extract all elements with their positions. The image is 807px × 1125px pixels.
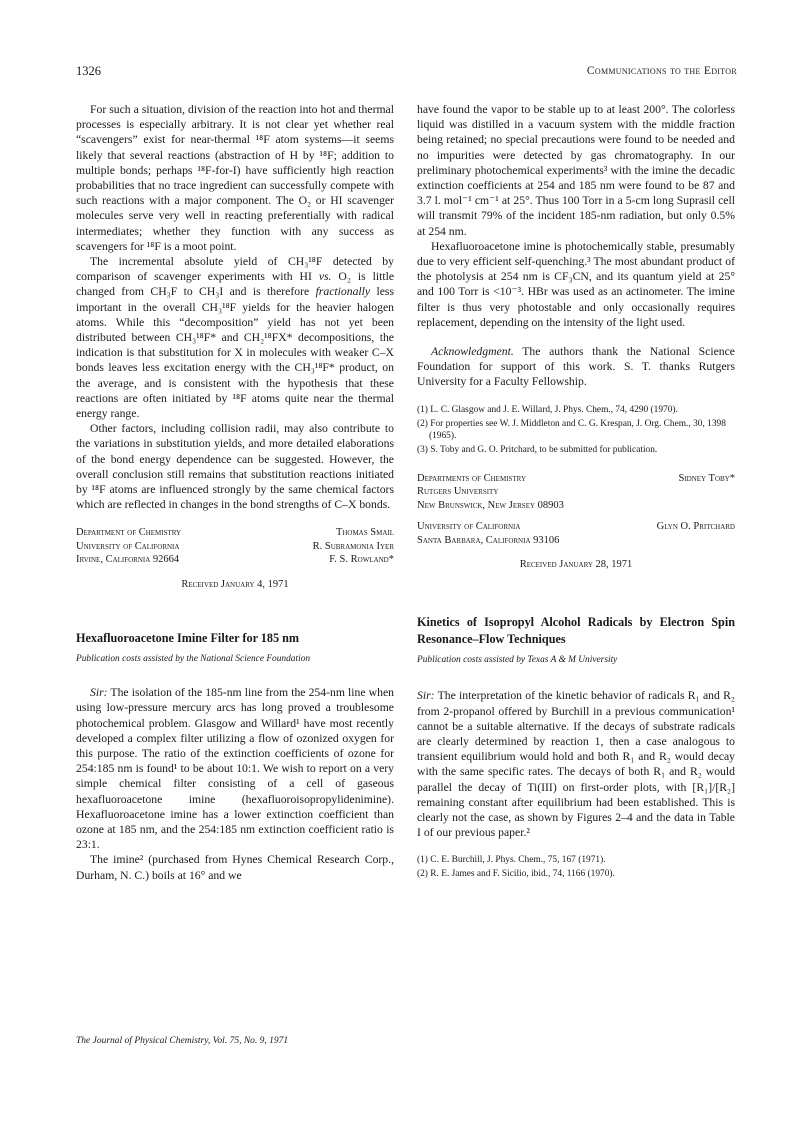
affiliation-line (417, 472, 735, 486)
affiliation: Santa Barbara, California 93106 (417, 534, 560, 546)
article-title: Kinetics of Isopropyl Alcohol Radicals by Electron Spin Resonance–Flow Techniques (417, 615, 735, 647)
author: Thomas Smail (335, 527, 394, 539)
reference: (3) S. Toby and G. O. Pritchard, to be submitted for publication. (417, 444, 658, 455)
affiliation: Departments of Chemistry (417, 472, 527, 484)
affiliation-line (76, 540, 394, 554)
references (417, 854, 735, 880)
affiliation-line (76, 526, 394, 540)
text: vs. (318, 270, 332, 284)
text: The interpretation of the kinetic behavior of radicals R₁ and R₂ from 2-propanol offered by Burchill in a previous communication¹ cannot be a suitable alternative. If the decays of substrate radicals are clearly determined by reaction 1, then a case analogous to transient equilibrium would hold and both R₁ and R₂ would decay with the same specific rates. The decays of both R₁ and R₂ would parallel the decay of Ti(III) on first-order plots, with [R₁]/[R₂] remaining constant after equilibrium had been established. This is clearly not the case, as shown by Figures 2–4 and the data in Table I of our previous paper.² (417, 689, 735, 840)
salutation: Sir: (90, 686, 108, 700)
author: F. S. Rowland* (329, 554, 394, 566)
reference: (2) R. E. James and F. Sicilio, ibid., 74, 1166 (1970). (417, 869, 615, 880)
article-title: Hexafluoroacetone Imine Filter for 185 nm (76, 631, 300, 646)
text: The authors thank the National Science Foundation for support of this work. S. T. thanks Rutgers University for a Faculty Fellowship. (417, 345, 735, 389)
author: Glyn O. Pritchard (656, 521, 735, 533)
paragraph: The imine² (purchased from Hynes Chemical Research Corp., Durham, N. C.) boils at 16° and we (76, 853, 394, 882)
text: fractionally (315, 285, 371, 299)
affiliation-block (76, 526, 394, 567)
publication-costs: Publication costs assisted by the National Science Foundation (76, 654, 311, 665)
affiliation-line (417, 520, 735, 534)
text: The incremental absolute yield of CH₃¹⁸F detected by comparison of scavenger experiments with HI (76, 255, 394, 284)
journal-footer: The Journal of Physical Chemistry, Vol. 75, No. 9, 1971 (76, 1036, 289, 1046)
affiliation-line (417, 485, 735, 499)
received-date: Received January 4, 1971 (181, 578, 289, 590)
paragraph: For such a situation, division of the reaction into hot and thermal processes is especially arbitrary. It is not clear yet whether real “scavengers” exist for near-thermal ¹⁸F atom systems—it seems likely that several reactions (abstraction of H by ¹⁸F; addition to multiple bonds; perhaps ¹⁸F-for-I) have sufficiently high reaction probabilities that no trace ingredient can successfully compete with such reactions with a major component. The O₂ or HI scavenger molecules serve very well in reacting preferentially with radical intermediates; whether they function with any success as scavengers for ¹⁸F is a moot point. (76, 103, 394, 253)
right-column (417, 102, 735, 882)
text: The isolation of the 185-nm line from the 254-nm line when using low-pressure mercury arcs has long proved a troublesome photochemical problem. Glasgow and Willard¹ have most recently developed a complex filter utilizing a flow of ozonized oxygen for this purpose. The ratio of the extinction coefficients of ozone for 254:185 nm is found¹ to be about 10:1. We wish to report on a very simple chemical filter consisting of a cell of gaseous hexafluoroacetone imine (hexafluoroisopropylidenimine). Hexafluoroacetone imine has a lower extinction coefficient than ozone at 185 nm, and the 254:185 nm extinction coefficient ratio is 23:1. (76, 686, 394, 852)
text: less important in the overall CH₃¹⁸F yields for the heavier halogen atoms. While this “decomposition” yield has not yet been distributed between CH₃¹⁸F* and CH₂¹⁸FX* decompositions, the indication is that substitution for X in molecules with weaker C–X bonds leaves less excitation energy with the CH₃¹⁸F* product, on the average, and is consistent with the hypothesis that these reactions are often initiated by ¹⁸F atoms quite near the thermal energy range. (76, 285, 395, 421)
left-column (76, 102, 394, 883)
paragraph (417, 688, 735, 840)
affiliation: Irvine, California 92664 (76, 554, 180, 566)
references (417, 404, 735, 456)
page-number: 1326 (76, 64, 101, 78)
affiliation: New Brunswick, New Jersey 08903 (417, 499, 564, 511)
author: Sidney Toby* (678, 472, 735, 484)
affiliation-line (76, 553, 394, 567)
affiliation: Department of Chemistry (76, 527, 182, 539)
affiliation-block (417, 472, 735, 548)
reference: (1) C. E. Burchill, J. Phys. Chem., 75, 167 (1971). (417, 855, 606, 866)
paragraph: Other factors, including collision radii, may also contribute to the variations in substitution yields, and more detailed elaborations of the bond energy dependence can be suggested. However, the overall conclusion still remains that substitution reactions initiated by ¹⁸F atoms are influenced strongly by the same chemical factors which are reflected in changes in the bond strengths of C–X bonds. (76, 422, 394, 512)
affiliation: University of California (417, 521, 521, 533)
author: R. Subramonia Iyer (312, 540, 394, 552)
paragraph: have found the vapor to be stable up to at least 200°. The colorless liquid was distilled in a vacuum system with the middle fraction being retained; no special precautions were found to be needed and no impurities were detected by gas chromatography. In our preliminary photochemical experiments³ with the imine the decadic extinction coefficients at 254 and 185 nm were found to be 87 and 3.7 l. mol⁻¹ cm⁻¹ at 25°. Thus 100 Torr in a 5-cm long Suprasil cell will transmit 79% of the incident 185-nm radiation, but only 0.5% at 254 nm. (417, 103, 735, 238)
affiliation: Rutgers University (417, 486, 499, 498)
running-head: Communications to the Editor (586, 65, 737, 77)
affiliation-line (417, 534, 735, 548)
text: O₂ is little changed from CH₃F to CH₃I and is therefore (76, 270, 395, 299)
affiliation: University of California (76, 540, 180, 552)
publication-costs: Publication costs assisted by Texas A & M University (417, 655, 618, 666)
affiliation-line (417, 499, 735, 513)
paragraph (76, 685, 394, 852)
salutation: Sir: (417, 689, 435, 703)
reference: (2) For properties see W. J. Middleton and C. G. Krespan, J. Org. Chem., 30, 1398 (1965). (417, 418, 726, 441)
paragraph (76, 254, 394, 421)
received-date: Received January 28, 1971 (519, 559, 633, 571)
paragraph: Hexafluoroacetone imine is photochemically stable, presumably due to very efficient self-quenching.³ The most abundant product of the photolysis at 254 nm is CF₃CN, and its quantum yield at 25° and 100 Torr is <10⁻³. HBr was used as an actinometer. The imine filter is thus very photostable and only occasionally requires replacement, depending on the intensity of the light used. (417, 239, 735, 329)
ack-label: Acknowledgment. (431, 345, 514, 359)
reference: (1) L. C. Glasgow and J. E. Willard, J. Phys. Chem., 74, 4290 (1970). (417, 404, 678, 415)
acknowledgment (417, 344, 735, 390)
